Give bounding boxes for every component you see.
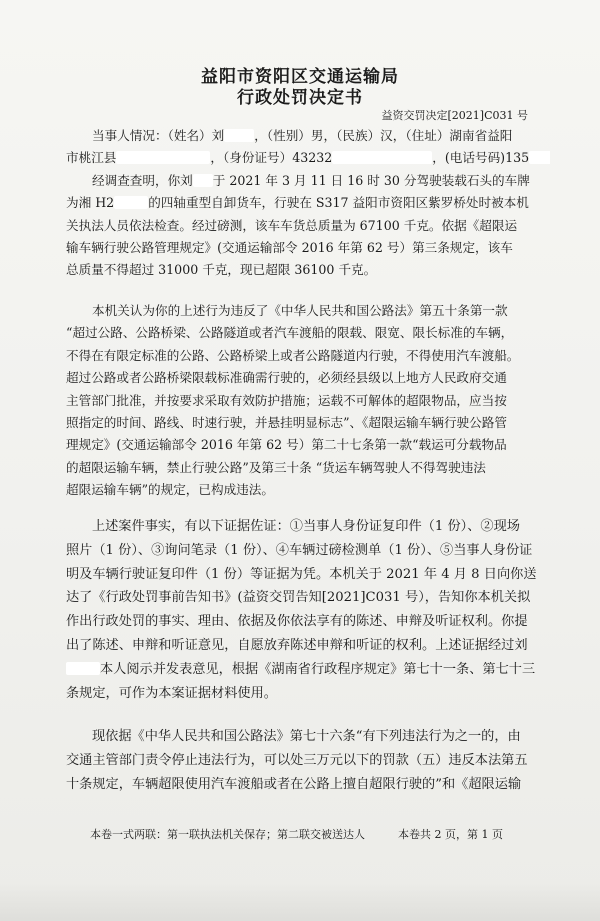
text-line: 达了《行政处罚事前告知书》(益资交罚告知[2021]C031 号），告知你本机关拟 xyxy=(66,590,531,606)
copies-note: 本卷一式两联：第一联执法机关保存；第二联交被送达人 xyxy=(90,828,365,841)
penalty-basis-paragraph xyxy=(66,725,550,796)
text-line: 经调查查明，你刘 于 2021 年 3 月 11 日 16 时 30 分驾驶装载石头的车牌 xyxy=(92,172,530,188)
text-line: 超过公路或者公路桥梁限载标准确需行驶的，必须经县级以上地方人民政府交通 xyxy=(66,370,507,386)
text-line: 理规定》(交通运输部令 2016 年第 62 号）第二十七条第一款“载运可分载物品 xyxy=(66,437,507,453)
evidence-paragraph xyxy=(66,515,550,705)
text-line: 交通主管部门责令停止违法行为，可以处三万元以下的罚款（五）违反本法第五 xyxy=(66,752,528,768)
text-line: 本机关认为你的上述行为违反了《中华人民共和国公路法》第五十条第一款 xyxy=(92,303,508,318)
text-line: 作出行政处罚的事实、理由、依据及你依法享有的陈述、申辩及听证权利。你提 xyxy=(66,614,528,630)
text-line: 本人阅示并发表意见，根据《湖南省行政程序规定》第七十一条、第七十三 xyxy=(66,658,550,682)
text-line: 为湘 H2 的四轴重型自卸货车，行驶在 S317 益阳市资阳区紫罗桥处时被本机 xyxy=(66,195,529,211)
page-indicator: 本卷共 2 页，第 1 页 xyxy=(398,828,503,841)
document-title: 行政处罚决定书 xyxy=(237,88,363,108)
issuing-authority: 益阳市资阳区交通运输局 xyxy=(201,67,399,87)
text-line: 上述案件事实，有以下证据佐证：①当事人身份证复印件（1 份）、②现场 xyxy=(92,519,520,534)
text-line: 现依据《中华人民共和国公路法》第七十六条“有下列违法行为之一的，由 xyxy=(92,729,521,744)
redaction-mark xyxy=(66,662,100,675)
text-line: 十条规定，车辆超限使用汽车渡船或者在公路上擅自超限行驶的”和《超限运输 xyxy=(66,776,522,792)
text-line: 照指定的时间、路线、时速行驶，并悬挂明显标志”、《超限运输车辆行驶公路管 xyxy=(66,414,507,430)
text-line: 条规定，可作为本案证据材料使用。 xyxy=(66,685,277,701)
legal-basis-paragraph xyxy=(66,300,550,502)
text-line: 关执法人员依法检查。经过磅测，该车车货总质量为 67100 千克。依据《超限运 xyxy=(66,217,518,233)
redaction-mark xyxy=(116,151,210,164)
redaction-mark xyxy=(332,151,432,164)
text-line: 总质量不得超过 31000 千克，现已超限 36100 千克。 xyxy=(66,262,377,278)
redaction-mark xyxy=(193,174,213,187)
text-line: 不得在有限定标准的公路、公路桥梁上或者公路隧道内行驶，不得使用汽车渡船。 xyxy=(66,347,520,363)
text-line: “超过公路、公路桥梁、公路隧道或者汽车渡船的限载、限宽、限长标准的车辆， xyxy=(66,325,514,341)
party-and-facts-paragraph xyxy=(66,125,550,282)
text-line: 市桃江县 ，（身份证号）43232 ，(电话号码)135 xyxy=(66,147,550,169)
text-line: 主管部门批准，并按要求采取有效防护措施；运载不可解体的超限物品，应当按 xyxy=(66,392,507,408)
text-line: 超限运输车辆”的规定，已构成违法。 xyxy=(66,482,274,498)
text-line: 出了陈述、申辩和听证意见，自愿放弃陈述申辩和听证的权利。上述证据经过刘 xyxy=(66,637,528,653)
redaction-mark xyxy=(224,129,254,142)
text-line: 输车辆行驶公路管理规定》(交通运输部令 2016 年第 62 号）第三条规定，该车 xyxy=(66,239,513,255)
text-line: 当事人情况：（姓名）刘 ，（性别）男，（民族）汉，（住址）湖南省益阳 xyxy=(92,128,513,143)
text-line: 明及车辆行驶证复印件（1 份）等证据为凭。本机关于 2021 年 4 月 8 日向你送 xyxy=(66,566,537,582)
redaction-mark xyxy=(114,196,148,209)
text-line: 的超限运输车辆，禁止行驶公路”及第三十条 “货运车辆驾驶人不得驾驶违法 xyxy=(66,459,486,475)
text-line: 照片（1 份）、③询问笔录（1 份）、④车辆过磅检测单（1 份）、⑤当事人身份证 xyxy=(66,542,533,558)
redaction-mark xyxy=(529,151,550,164)
document-number: 益资交罚决定[2021]C031 号 xyxy=(381,109,528,122)
